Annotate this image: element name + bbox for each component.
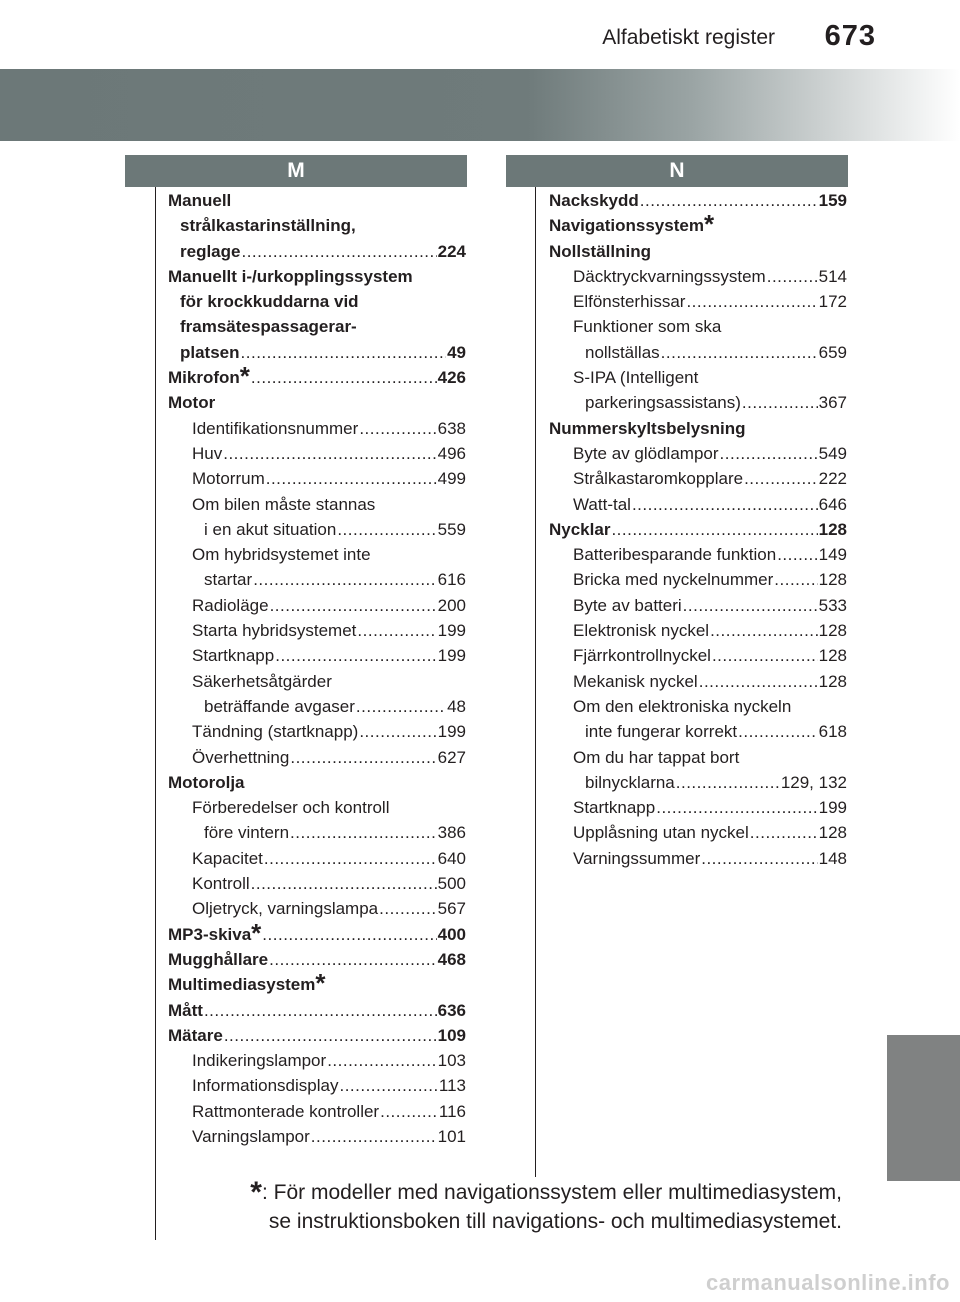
- entry-term: Varningssummer: [573, 848, 701, 868]
- entry-page-number: 549: [818, 443, 847, 463]
- entry-term: platsen: [180, 342, 240, 362]
- dot-leader: [738, 719, 817, 744]
- index-entry: [549, 719, 847, 744]
- entry-term: Navigationssystem: [549, 216, 704, 236]
- entry-term: Huv: [192, 443, 223, 463]
- entry-page-number: 496: [437, 443, 466, 463]
- index-entry: [168, 264, 466, 289]
- index-entry: [168, 871, 466, 896]
- section-heading-m: M: [125, 155, 467, 187]
- index-entry: [549, 643, 847, 668]
- footnote: [250, 1178, 842, 1236]
- index-entry: [168, 492, 466, 517]
- section-heading-n: N: [506, 155, 848, 187]
- entry-page-number: 514: [818, 266, 847, 286]
- entry-page-number: 128: [818, 646, 847, 666]
- index-entry: [549, 618, 847, 643]
- dot-leader: [270, 593, 437, 618]
- entry-term: Bricka med nyckelnummer: [573, 570, 774, 590]
- footnote-star: *: [250, 1176, 262, 1209]
- dot-leader: [676, 770, 780, 795]
- entry-page-number: 533: [818, 595, 847, 615]
- index-entry: [168, 1073, 466, 1098]
- index-entry: [549, 289, 847, 314]
- dot-leader: [379, 896, 437, 921]
- index-entry: [168, 820, 466, 845]
- dot-leader: [264, 846, 437, 871]
- entry-term: Överhettning: [192, 747, 290, 767]
- dot-leader: [750, 820, 818, 845]
- entry-term: S-IPA (Intelligent: [573, 368, 699, 388]
- dot-leader: [224, 1023, 437, 1048]
- entry-term: Nummerskyltsbelysning: [549, 418, 746, 438]
- entry-term: startar: [204, 570, 253, 590]
- index-entry: [168, 542, 466, 567]
- index-entry: [549, 770, 847, 795]
- dot-leader: [699, 669, 818, 694]
- index-entry: [549, 314, 847, 339]
- entry-page-number: 199: [437, 621, 466, 641]
- entry-page-number: 159: [818, 191, 847, 210]
- index-entry: [168, 795, 466, 820]
- entry-term: Upplåsning utan nyckel: [573, 823, 749, 843]
- entry-page-number: 199: [437, 646, 466, 666]
- dot-leader: [742, 390, 818, 415]
- entry-term: Motor: [168, 393, 216, 413]
- dot-leader: [712, 643, 818, 668]
- entry-term: Multimediasystem: [168, 975, 316, 995]
- entry-term: Nycklar: [549, 519, 611, 539]
- page-title: Alfabetiskt register: [602, 26, 775, 49]
- entry-term: Fjärrkontrollnyckel: [573, 646, 711, 666]
- index-entry: [168, 213, 466, 238]
- index-entry: [168, 745, 466, 770]
- index-entry: [168, 517, 466, 542]
- page-number: 673: [824, 20, 876, 52]
- entry-term: Informationsdisplay: [192, 1076, 339, 1096]
- entry-page-number: 400: [437, 924, 466, 944]
- entry-term: Byte av glödlampor: [573, 443, 719, 463]
- header-band: [0, 69, 960, 141]
- entry-page-number: 101: [437, 1126, 466, 1146]
- index-entry: [168, 441, 466, 466]
- index-column-m: [168, 188, 466, 1149]
- index-entry: [168, 567, 466, 592]
- entry-term: Motorolja: [168, 772, 245, 792]
- entry-page-number: 386: [437, 823, 466, 843]
- index-entry: [168, 770, 466, 795]
- entry-page-number: 636: [437, 1000, 466, 1020]
- dot-leader: [683, 593, 818, 618]
- index-entry: [549, 390, 847, 415]
- entry-term: Manuell: [168, 191, 232, 210]
- dot-leader: [262, 922, 436, 947]
- index-entry: [168, 188, 466, 213]
- dot-leader: [356, 694, 446, 719]
- entry-term: för krockkuddarna vid: [180, 292, 359, 312]
- entry-term: Om du har tappat bort: [573, 747, 740, 767]
- entry-term: framsätespassagerar-: [180, 317, 357, 337]
- entry-page-number: 116: [438, 1101, 466, 1121]
- dot-leader: [337, 517, 436, 542]
- index-entry: [549, 542, 847, 567]
- entry-page-number: 499: [437, 469, 466, 489]
- dot-leader: [290, 820, 437, 845]
- entry-page-number: 199: [818, 798, 847, 818]
- entry-term: Indikeringslampor: [192, 1051, 327, 1071]
- entry-page-number: 172: [818, 292, 847, 312]
- dot-leader: [767, 264, 818, 289]
- dot-leader: [701, 846, 817, 871]
- entry-page-number: 149: [818, 545, 847, 565]
- entry-page-number: 616: [437, 570, 466, 590]
- entry-term: Mikrofon: [168, 368, 240, 388]
- entry-page-number: 627: [437, 747, 466, 767]
- index-entry: [168, 669, 466, 694]
- index-entry: [168, 618, 466, 643]
- dot-leader: [640, 188, 818, 213]
- index-entry: [549, 694, 847, 719]
- dot-leader: [359, 416, 436, 441]
- index-entry: [549, 188, 847, 213]
- index-entry: [168, 239, 466, 264]
- dot-leader: [720, 441, 818, 466]
- footnote-line-2: se instruktionsboken till navigations- och multimediasystemet.: [268, 1210, 842, 1233]
- entry-page-number: 113: [438, 1076, 466, 1096]
- dot-leader: [290, 745, 436, 770]
- entry-term: Strålkastaromkopplare: [573, 469, 744, 489]
- dot-leader: [656, 795, 817, 820]
- index-entry: [168, 314, 466, 339]
- dot-leader: [611, 517, 817, 542]
- section-tab-marker: [887, 1035, 960, 1181]
- entry-term: Mått: [168, 1000, 203, 1020]
- entry-term: beträffande avgaser: [204, 696, 355, 716]
- index-entry: [168, 998, 466, 1023]
- dot-leader: [339, 1073, 437, 1098]
- entry-term: Elfönsterhissar: [573, 292, 686, 312]
- index-entry: [549, 593, 847, 618]
- index-entry: Mikrofon * ..... 426: [168, 365, 466, 390]
- entry-term: MP3-skiva: [168, 924, 252, 944]
- entry-term: Kontroll: [192, 874, 250, 894]
- entry-term: Nollställning: [549, 241, 651, 261]
- dot-leader: [380, 1099, 438, 1124]
- entry-page-number: 199: [437, 722, 466, 742]
- entry-page-number: 48: [447, 696, 466, 716]
- dot-leader: [241, 340, 447, 365]
- entry-page-number: 128: [818, 621, 847, 641]
- entry-term: Funktioner som ska: [573, 317, 722, 337]
- entry-term: Förberedelser och kontroll: [192, 798, 390, 818]
- dot-leader: [223, 441, 436, 466]
- entry-page-number: 559: [437, 519, 466, 539]
- entry-term: Nackskydd: [549, 191, 639, 210]
- index-entry: [549, 567, 847, 592]
- entry-term: Identifikationsnummer: [192, 418, 359, 438]
- dot-leader: [359, 719, 436, 744]
- footnote-line-1: *: För modeller med navigationssystem eller multimediasystem,: [250, 1176, 842, 1209]
- entry-term: Radioläge: [192, 595, 269, 615]
- dot-leader: [275, 643, 436, 668]
- entry-page-number: 638: [437, 418, 466, 438]
- dot-leader: [266, 466, 437, 491]
- index-entry: [549, 441, 847, 466]
- index-entry: [168, 289, 466, 314]
- dot-leader: [327, 1048, 436, 1073]
- column-rule-n: [535, 187, 536, 1177]
- entry-page-number: 618: [818, 722, 847, 742]
- index-column-n: [549, 188, 847, 871]
- entry-page-number: 646: [818, 494, 847, 514]
- entry-page-number: 109: [437, 1025, 466, 1045]
- entry-term: Däcktryckvarningssystem: [573, 266, 766, 286]
- index-entry: [549, 795, 847, 820]
- entry-page-number: 200: [437, 595, 466, 615]
- index-entry: Multimediasystem *: [168, 968, 326, 999]
- entry-term: Watt-tal: [573, 494, 631, 514]
- index-entry: [168, 896, 466, 921]
- entry-term: Batteribesparande funktion: [573, 545, 777, 565]
- entry-page-number: 49: [447, 342, 466, 362]
- entry-page-number: 128: [818, 671, 847, 691]
- index-entry: [549, 820, 847, 845]
- index-entry: [168, 416, 466, 441]
- dot-leader: [204, 998, 437, 1023]
- index-entry: [549, 466, 847, 491]
- dot-leader: [251, 365, 437, 390]
- index-entry: [168, 1124, 466, 1149]
- dot-leader: [253, 567, 436, 592]
- dot-leader: [777, 542, 817, 567]
- index-entry: [168, 643, 466, 668]
- entry-page-number: 567: [437, 899, 466, 919]
- entry-term: strålkastarinställning,: [180, 216, 356, 236]
- dot-leader: [774, 567, 817, 592]
- index-entry: [168, 466, 466, 491]
- entry-term: Om hybridsystemet inte: [192, 545, 371, 565]
- entry-term: Kapacitet: [192, 848, 263, 868]
- entry-term: Startknapp: [573, 798, 656, 818]
- dot-leader: [269, 947, 437, 972]
- dot-leader: [241, 239, 436, 264]
- entry-term: Om bilen måste stannas: [192, 494, 376, 514]
- entry-page-number: 426: [437, 368, 466, 388]
- index-entry: [549, 745, 847, 770]
- entry-term: Rattmonterade kontroller: [192, 1101, 380, 1121]
- entry-term: Oljetryck, varningslampa: [192, 899, 379, 919]
- entry-page-number: 129, 132: [780, 772, 847, 792]
- entry-term: Säkerhetsåtgärder: [192, 671, 332, 691]
- index-entry: [549, 416, 847, 441]
- entry-page-number: 128: [818, 570, 847, 590]
- index-entry: [168, 694, 466, 719]
- index-entry: Navigationssystem *: [549, 209, 715, 240]
- entry-term: Mätare: [168, 1025, 223, 1045]
- entry-page-number: 103: [437, 1051, 466, 1071]
- entry-page-number: 500: [437, 874, 466, 894]
- index-entry: [549, 365, 847, 390]
- dot-leader: [311, 1124, 437, 1149]
- entry-term: Elektronisk nyckel: [573, 621, 710, 641]
- index-entry: [549, 669, 847, 694]
- index-entry: [168, 390, 466, 415]
- entry-term: Manuellt i-/urkopplingssystem: [168, 266, 413, 286]
- dot-leader: [710, 618, 818, 643]
- entry-term: Mugghållare: [168, 949, 269, 969]
- dot-leader: [686, 289, 817, 314]
- index-entry: [549, 517, 847, 542]
- watermark: carmanualsonline.info: [706, 1270, 950, 1295]
- column-rule-m: [155, 187, 156, 1240]
- entry-term: Motorrum: [192, 469, 265, 489]
- entry-page-number: 468: [437, 949, 466, 969]
- entry-term: Varningslampor: [192, 1126, 310, 1146]
- entry-term: Starta hybridsystemet: [192, 621, 357, 641]
- index-entry: [168, 719, 466, 744]
- index-entry: [549, 340, 847, 365]
- entry-term: parkeringsassistans): [585, 393, 741, 413]
- index-entry: [168, 1099, 466, 1124]
- entry-term: Mekanisk nyckel: [573, 671, 698, 691]
- index-entry: [168, 1023, 466, 1048]
- index-entry: [168, 1048, 466, 1073]
- index-entry: [168, 593, 466, 618]
- dot-leader: [632, 492, 818, 517]
- entry-term: reglage: [180, 241, 241, 261]
- entry-page-number: 640: [437, 848, 466, 868]
- entry-term: Startknapp: [192, 646, 275, 666]
- index-entry: [549, 264, 847, 289]
- page-header: [0, 0, 960, 62]
- entry-term: bilnycklarna: [585, 772, 675, 792]
- dot-leader: [251, 871, 437, 896]
- entry-term: i en akut situation: [204, 519, 337, 539]
- entry-page-number: 367: [818, 393, 847, 413]
- entry-term: inte fungerar korrekt: [585, 722, 738, 742]
- entry-page-number: 222: [818, 469, 847, 489]
- entry-term: nollställas: [585, 342, 660, 362]
- index-entry: [549, 492, 847, 517]
- entry-term: Byte av batteri: [573, 595, 682, 615]
- entry-term: Tändning (startknapp): [192, 722, 359, 742]
- entry-page-number: 224: [437, 241, 466, 261]
- entry-page-number: 148: [818, 848, 847, 868]
- entry-page-number: 128: [818, 519, 847, 539]
- entry-page-number: 659: [818, 342, 847, 362]
- dot-leader: [661, 340, 818, 365]
- index-entry: MP3-skiva * ..... 400: [168, 922, 466, 947]
- entry-term: Om den elektroniska nyckeln: [573, 696, 792, 716]
- dot-leader: [744, 466, 818, 491]
- entry-term: före vintern: [204, 823, 290, 843]
- dot-leader: [357, 618, 436, 643]
- index-entry: [549, 239, 847, 264]
- entry-page-number: 128: [818, 823, 847, 843]
- index-entry: [549, 846, 847, 871]
- index-entry: [168, 846, 466, 871]
- index-entry: [168, 340, 466, 365]
